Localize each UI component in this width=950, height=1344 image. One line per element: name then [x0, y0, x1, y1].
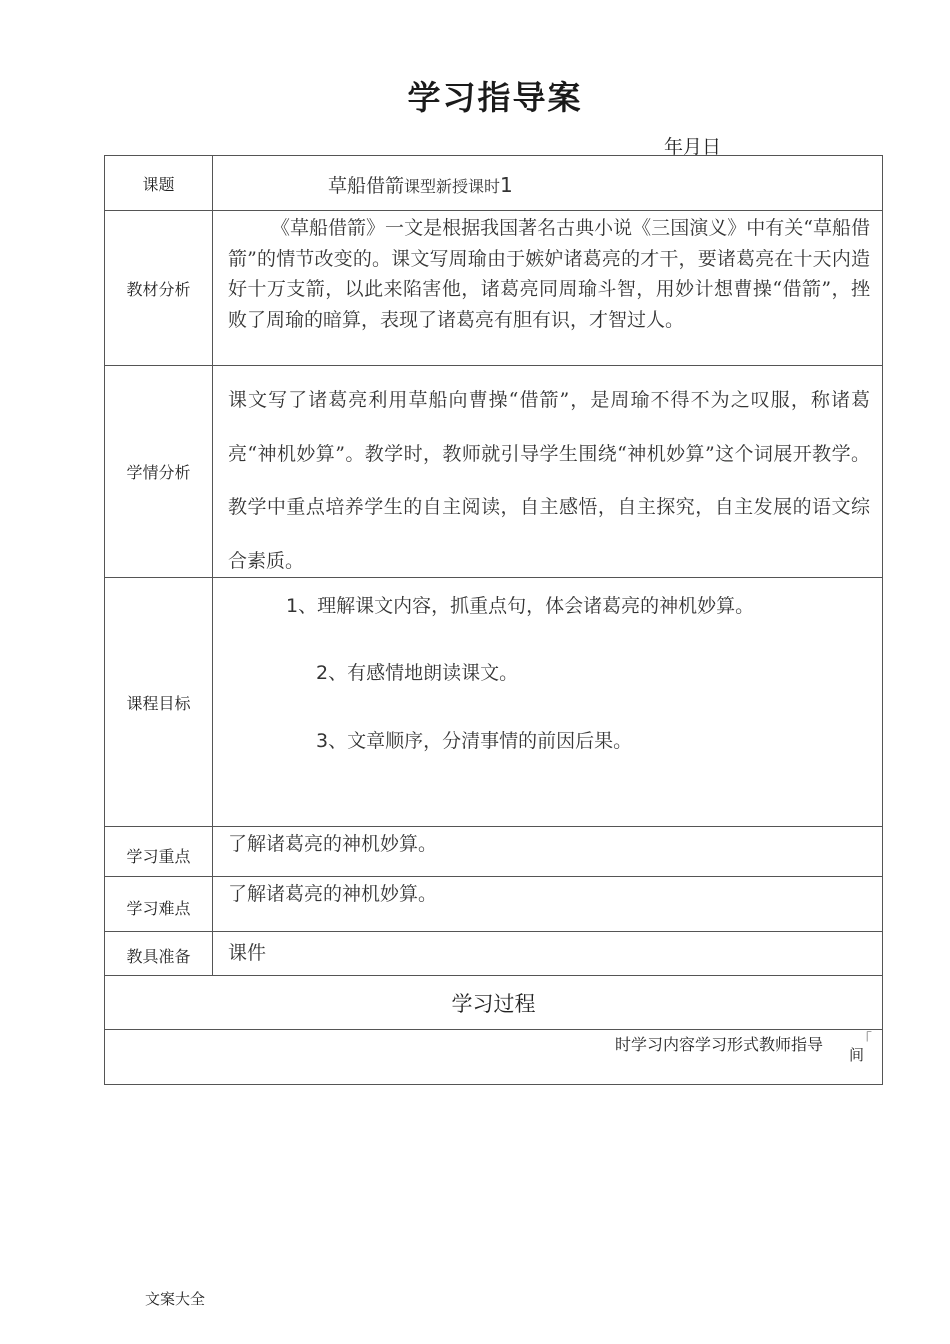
row-process-header — [105, 1030, 882, 1084]
goal-item: 3、文章顺序，分清事情的前因后果。 — [316, 730, 633, 752]
row-learning-difficulty — [105, 877, 882, 932]
learning-process-title: 学习过程 — [451, 991, 536, 1016]
topic-hours: 1 — [500, 173, 513, 197]
learning-difficulty-text: 了解诸葛亮的神机妙算。 — [228, 883, 438, 905]
learner-analysis-text: 课文写了诸葛亮利用草船向曹操“借箭”，是周瑜不得不为之叹服，称诸葛亮“神机妙算”。教学时，教师就引导学生围绕“神机妙算”这个词展开教学。教学中重点培养学生的自主阅读，自主感悟，自主探究，自主发展的语文综合素质。 — [228, 389, 870, 572]
label-learning-difficulty: 学习难点 — [105, 877, 213, 931]
topic-name: 草船借箭 — [328, 175, 405, 197]
label-learning-focus: 学习重点 — [105, 827, 213, 876]
goal-item: 1、理解课文内容，抓重点句，体会诸葛亮的神机妙算。 — [286, 595, 755, 617]
process-header-mark: 「 — [857, 1030, 873, 1048]
material-analysis-content — [213, 211, 882, 365]
topic-content — [213, 156, 882, 210]
learning-focus-text: 了解诸葛亮的神机妙算。 — [228, 833, 438, 855]
process-header-tail: 间 — [849, 1046, 865, 1064]
row-learner-analysis — [105, 366, 882, 578]
document-title: 学习指导案 — [407, 78, 583, 117]
process-header-text: 时学习内容学习形式教师指导 — [615, 1035, 824, 1054]
lesson-plan-table — [104, 155, 883, 1085]
row-teaching-tools — [105, 932, 882, 976]
material-analysis-text: 《草船借箭》一文是根据我国著名古典小说《三国演义》中有关“草船借箭”的情节改变的。课文写周瑜由于嫉妒诸葛亮的才干，要诸葛亮在十天内造好十万支箭，以此来陷害他，诸葛亮同周瑜斗智，用妙计想曹操“借箭”，挫败了周瑜的暗算，表现了诸葛亮有胆有识，才智过人。 — [228, 217, 870, 331]
teaching-tools-text: 课件 — [228, 942, 267, 964]
label-learner-analysis: 学情分析 — [105, 366, 213, 577]
label-topic: 课题 — [105, 156, 213, 210]
row-topic — [105, 156, 882, 211]
label-teaching-tools: 教具准备 — [105, 932, 213, 975]
goal-item: 2、有感情地朗读课文。 — [316, 662, 519, 684]
row-learning-process — [105, 976, 882, 1030]
label-course-goals: 课程目标 — [105, 578, 213, 826]
row-learning-focus — [105, 827, 882, 877]
label-material-analysis: 教材分析 — [105, 211, 213, 365]
date-line: 年月日 — [664, 136, 722, 158]
topic-type: 课型新授课时 — [404, 177, 501, 196]
footer-text: 文案大全 — [145, 1290, 206, 1308]
row-material-analysis — [105, 211, 882, 366]
course-goals-content — [213, 578, 882, 826]
row-course-goals — [105, 578, 882, 827]
